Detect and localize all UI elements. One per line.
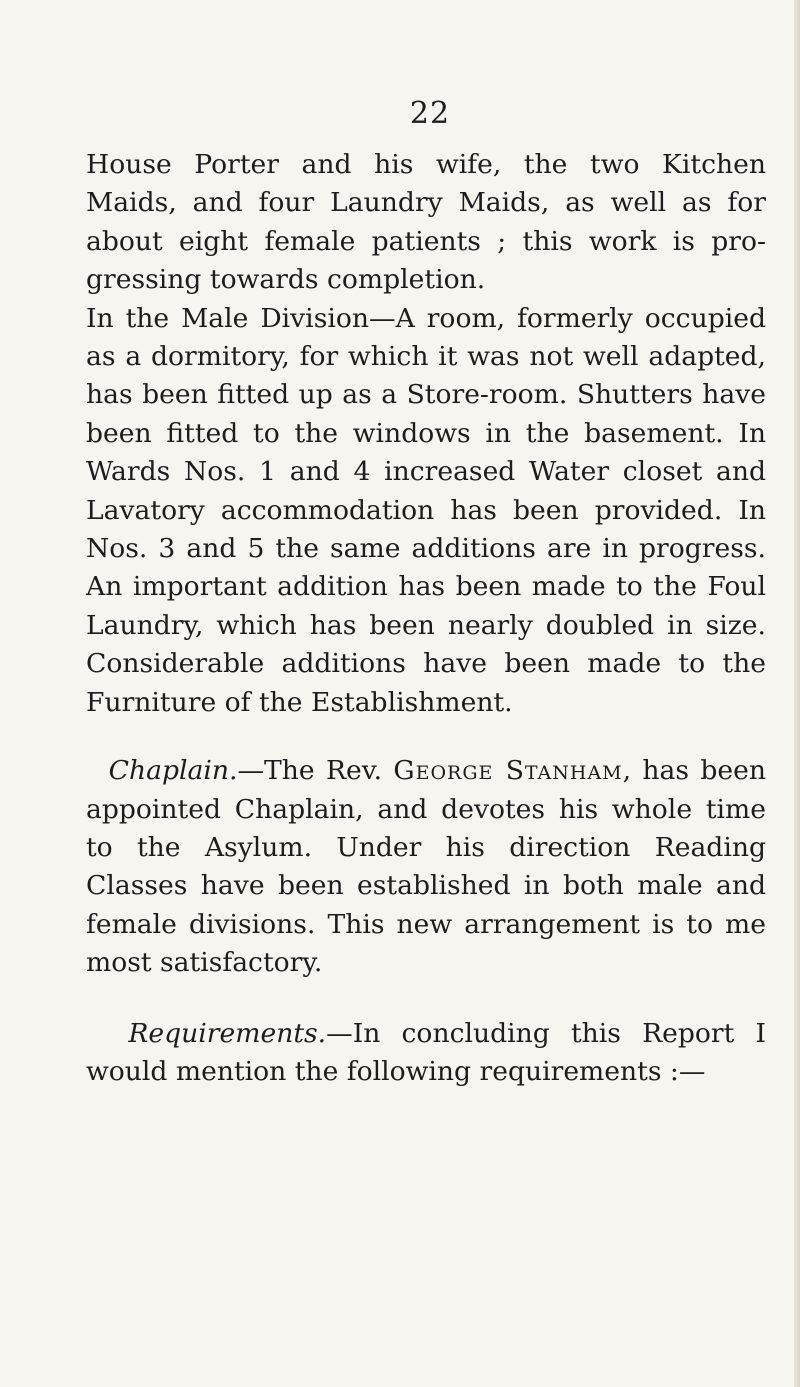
chaplain-heading: Chaplain. bbox=[108, 755, 238, 787]
requirements-text: —In concluding this Report I would mention the following requirements :— bbox=[86, 1017, 766, 1087]
chaplain-name: George Stanham bbox=[393, 755, 623, 787]
paragraph-gap bbox=[86, 722, 766, 752]
paragraph-male-division: In the Male Division—A room, formerly occupied as a dormitory, for which it was not well adapted, has been fitted up as a Store-room. Shutters have been fitted to the windows in the basement. In Wards Nos. 1 and 4 increased Water closet and Lavatory accommodation has been provided. In Nos. 3 and 5 the same additions are in progress. An important addition has been made to the Foul Laundry, which has been nearly doubled in size. Considerable additions have been made to the Furniture of the Establishment. bbox=[86, 302, 766, 718]
requirements-heading: Requirements. bbox=[128, 1017, 327, 1049]
paragraph-continuation: House Porter and his wife, the two Kitchen Maids, and four Laundry Maids, as well as for about eight female patients ; this work is progressing towards completion. bbox=[86, 149, 766, 296]
paragraph-gap bbox=[86, 983, 766, 1015]
chaplain-lead: —The Rev. bbox=[237, 755, 394, 787]
chaplain-text: , has been appointed Chaplain, and devotes his whole time to the Asylum. Under his direction Reading Classes have been established in both male and female divisions. This new arrangement is to me most satisfactory. bbox=[86, 755, 766, 979]
page-number: 22 bbox=[409, 96, 451, 131]
paragraph-chaplain bbox=[86, 752, 766, 982]
page-edge bbox=[794, 0, 800, 1387]
paragraph-requirements bbox=[86, 1015, 766, 1092]
body-text bbox=[86, 146, 766, 1091]
